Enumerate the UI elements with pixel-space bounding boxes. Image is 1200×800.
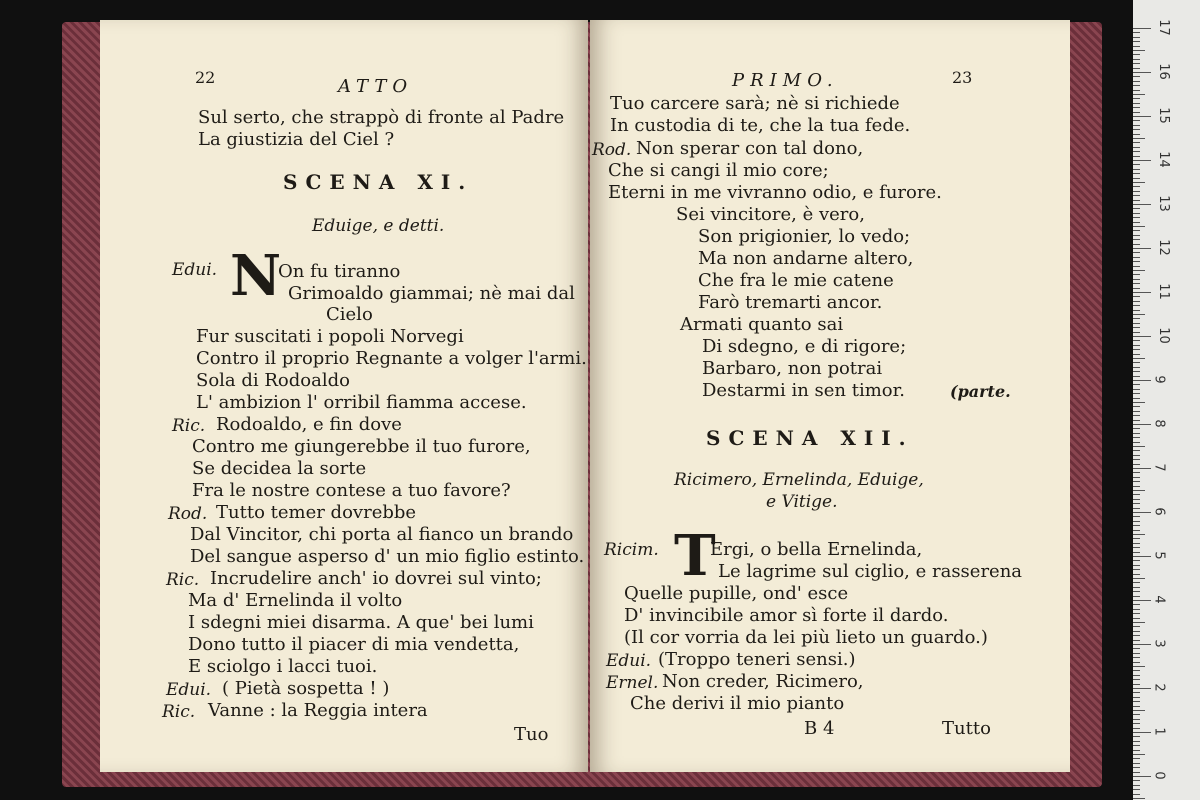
ruler-tick bbox=[1133, 794, 1140, 795]
ruler-tick bbox=[1133, 160, 1151, 161]
text-line: Son prigionier, lo vedo; bbox=[698, 226, 911, 247]
cast-list: Eduige, e detti. bbox=[312, 216, 445, 236]
speaker-name: Ric. bbox=[162, 702, 196, 722]
ruler-tick bbox=[1133, 125, 1140, 126]
ruler-tick bbox=[1133, 631, 1140, 632]
text-line: Rodoaldo, e fin dove bbox=[216, 414, 402, 435]
ruler-tick bbox=[1133, 785, 1140, 786]
ruler-number: 10 bbox=[1155, 327, 1171, 344]
ruler-tick bbox=[1133, 754, 1145, 755]
ruler-tick bbox=[1133, 81, 1140, 82]
ruler-tick bbox=[1133, 653, 1140, 654]
ruler-number: 15 bbox=[1155, 107, 1171, 124]
ruler-tick bbox=[1133, 622, 1145, 623]
text-line: Che si cangi il mio core; bbox=[608, 160, 829, 181]
ruler-tick bbox=[1133, 710, 1145, 711]
signature-mark: B 4 bbox=[804, 718, 835, 739]
ruler-tick bbox=[1133, 741, 1140, 742]
ruler-tick bbox=[1133, 200, 1140, 201]
text-line: Incrudelire anch' io dovrei sul vinto; bbox=[210, 568, 542, 589]
ruler-tick bbox=[1133, 719, 1140, 720]
ruler-number: 6 bbox=[1151, 507, 1167, 516]
ruler-tick bbox=[1133, 63, 1140, 64]
text-line: Che fra le mie catene bbox=[698, 270, 894, 291]
ruler-tick bbox=[1133, 191, 1140, 192]
ruler-tick bbox=[1133, 156, 1140, 157]
ruler-tick bbox=[1133, 657, 1140, 658]
catchword: Tutto bbox=[942, 718, 991, 739]
ruler-tick bbox=[1133, 508, 1140, 509]
ruler-tick bbox=[1133, 675, 1140, 676]
text-line: Se decidea la sorte bbox=[192, 458, 367, 479]
ruler-tick bbox=[1133, 415, 1140, 416]
ruler-tick bbox=[1133, 147, 1140, 148]
text-line: (Troppo teneri sensi.) bbox=[658, 649, 856, 670]
ruler-tick bbox=[1133, 380, 1151, 381]
ruler-tick bbox=[1133, 613, 1140, 614]
ruler-tick bbox=[1133, 367, 1140, 368]
ruler-tick bbox=[1133, 596, 1140, 597]
ruler-tick bbox=[1133, 98, 1140, 99]
ruler-tick bbox=[1133, 261, 1140, 262]
text-line: Vanne : la Reggia intera bbox=[208, 700, 428, 721]
ruler-number: 1 bbox=[1151, 727, 1167, 736]
text-line: Fra le nostre contese a tuo favore? bbox=[192, 480, 511, 501]
ruler-tick bbox=[1133, 662, 1140, 663]
ruler-tick bbox=[1133, 68, 1140, 69]
ruler-tick bbox=[1133, 50, 1145, 51]
ruler-tick bbox=[1133, 54, 1140, 55]
ruler-tick bbox=[1133, 72, 1151, 73]
ruler-tick bbox=[1133, 354, 1140, 355]
ruler-number: 5 bbox=[1151, 551, 1167, 560]
cast-list: e Vitige. bbox=[766, 492, 838, 512]
ruler-tick bbox=[1133, 666, 1145, 667]
ruler-tick bbox=[1133, 582, 1140, 583]
page-number: 23 bbox=[952, 68, 973, 87]
text-line: Ma d' Ernelinda il volto bbox=[188, 590, 403, 611]
ruler-tick bbox=[1133, 345, 1140, 346]
ruler-tick bbox=[1133, 776, 1151, 777]
ruler-number: 9 bbox=[1151, 375, 1167, 384]
ruler-number: 12 bbox=[1155, 239, 1171, 256]
ruler-tick bbox=[1133, 481, 1140, 482]
ruler-tick bbox=[1133, 389, 1140, 390]
ruler-tick bbox=[1133, 552, 1140, 553]
text-line: Eterni in me vivranno odio, e furore. bbox=[608, 182, 942, 203]
text-line: Non sperar con tal dono, bbox=[636, 138, 864, 159]
ruler-tick bbox=[1133, 569, 1140, 570]
ruler-tick bbox=[1133, 244, 1140, 245]
ruler-tick bbox=[1133, 767, 1140, 768]
speaker-name: Ric. bbox=[172, 416, 206, 436]
ruler-tick bbox=[1133, 411, 1140, 412]
ruler-number: 8 bbox=[1151, 419, 1167, 428]
ruler-tick bbox=[1133, 142, 1140, 143]
text-line: Quelle pupille, ond' esce bbox=[624, 583, 849, 604]
drop-cap: N bbox=[230, 243, 282, 309]
ruler-tick bbox=[1133, 279, 1140, 280]
speaker-name: Edui. bbox=[166, 680, 212, 700]
ruler-tick bbox=[1133, 587, 1140, 588]
text-line: Tuo carcere sarà; nè si richiede bbox=[610, 93, 900, 114]
ruler-number: 16 bbox=[1155, 63, 1171, 80]
ruler-tick bbox=[1133, 442, 1140, 443]
running-head: PRIMO. bbox=[732, 70, 839, 91]
ruler-tick bbox=[1133, 437, 1140, 438]
text-line: Sul serto, che strappò di fronte al Padre bbox=[198, 107, 565, 128]
ruler-tick bbox=[1133, 477, 1140, 478]
ruler-tick bbox=[1133, 195, 1140, 196]
text-line: Grimoaldo giammai; nè mai dal bbox=[288, 283, 575, 304]
speaker-name: Rod. bbox=[592, 140, 632, 160]
ruler-tick bbox=[1133, 314, 1145, 315]
ruler-tick bbox=[1133, 464, 1140, 465]
ruler-tick bbox=[1133, 728, 1140, 729]
ruler-tick bbox=[1133, 591, 1140, 592]
ruler-tick bbox=[1133, 323, 1140, 324]
ruler-tick bbox=[1133, 239, 1140, 240]
text-line: Di sdegno, e di rigore; bbox=[702, 336, 907, 357]
ruler-tick bbox=[1133, 600, 1151, 601]
ruler-tick bbox=[1133, 609, 1140, 610]
ruler-tick bbox=[1133, 640, 1140, 641]
ruler-tick bbox=[1133, 574, 1140, 575]
ruler-tick bbox=[1133, 164, 1140, 165]
text-line: Barbaro, non potrai bbox=[702, 358, 883, 379]
ruler-tick bbox=[1133, 292, 1151, 293]
text-line: Contro me giungerebbe il tuo furore, bbox=[192, 436, 531, 457]
text-line: On fu tiranno bbox=[278, 261, 401, 282]
ruler-tick bbox=[1133, 107, 1140, 108]
ruler-tick bbox=[1133, 701, 1140, 702]
ruler-tick bbox=[1133, 151, 1140, 152]
ruler-tick bbox=[1133, 266, 1140, 267]
text-line: Destarmi in sen timor. bbox=[702, 380, 905, 401]
ruler-tick bbox=[1133, 59, 1140, 60]
ruler-tick bbox=[1133, 138, 1145, 139]
text-line: Dal Vincitor, chi porta al fianco un brando bbox=[190, 524, 574, 545]
ruler-tick bbox=[1133, 76, 1140, 77]
text-line: Cielo bbox=[326, 304, 373, 325]
ruler-number: 2 bbox=[1151, 683, 1167, 692]
ruler-tick bbox=[1133, 226, 1145, 227]
ruler-tick bbox=[1133, 349, 1140, 350]
ruler-tick bbox=[1133, 116, 1151, 117]
speaker-name: Ric. bbox=[166, 570, 200, 590]
text-line: Sei vincitore, è vero, bbox=[676, 204, 865, 225]
text-line: D' invincibile amor sì forte il dardo. bbox=[624, 605, 949, 626]
ruler-tick bbox=[1133, 503, 1140, 504]
ruler-tick bbox=[1133, 336, 1151, 337]
ruler-tick bbox=[1133, 217, 1140, 218]
ruler-tick bbox=[1133, 178, 1140, 179]
ruler-tick bbox=[1133, 248, 1151, 249]
ruler-tick bbox=[1133, 450, 1140, 451]
ruler-tick bbox=[1133, 530, 1140, 531]
measuring-ruler bbox=[1133, 0, 1200, 800]
ruler-tick bbox=[1133, 204, 1151, 205]
ruler-number: 11 bbox=[1155, 283, 1171, 300]
ruler-tick bbox=[1133, 459, 1140, 460]
ruler-tick bbox=[1133, 538, 1140, 539]
ruler-tick bbox=[1133, 424, 1151, 425]
ruler-tick bbox=[1133, 604, 1140, 605]
ruler-tick bbox=[1133, 490, 1145, 491]
catchword: Tuo bbox=[514, 724, 549, 745]
ruler-tick bbox=[1133, 644, 1151, 645]
ruler-tick bbox=[1133, 173, 1140, 174]
ruler-tick bbox=[1133, 371, 1140, 372]
text-line: I sdegni miei disarma. A que' bei lumi bbox=[188, 612, 534, 633]
ruler-number: 13 bbox=[1155, 195, 1171, 212]
text-line: L' ambizion l' orribil fiamma accese. bbox=[196, 392, 527, 413]
ruler-tick bbox=[1133, 129, 1140, 130]
scene-title: SCENA XI. bbox=[283, 170, 474, 194]
ruler-tick bbox=[1133, 512, 1151, 513]
ruler-tick bbox=[1133, 525, 1140, 526]
ruler-tick bbox=[1133, 697, 1140, 698]
ruler-tick bbox=[1133, 547, 1140, 548]
ruler-tick bbox=[1133, 222, 1140, 223]
ruler-tick bbox=[1133, 763, 1140, 764]
ruler-tick bbox=[1133, 706, 1140, 707]
ruler-tick bbox=[1133, 103, 1140, 104]
ruler-tick bbox=[1133, 186, 1140, 187]
ruler-tick bbox=[1133, 736, 1140, 737]
ruler-tick bbox=[1133, 745, 1140, 746]
ruler-tick bbox=[1133, 310, 1140, 311]
ruler-tick bbox=[1133, 208, 1140, 209]
ruler-tick bbox=[1133, 85, 1140, 86]
ruler-tick bbox=[1133, 37, 1140, 38]
ruler-tick bbox=[1133, 798, 1145, 799]
ruler-tick bbox=[1133, 433, 1140, 434]
ruler-tick bbox=[1133, 626, 1140, 627]
ruler-tick bbox=[1133, 41, 1140, 42]
ruler-number: 0 bbox=[1151, 771, 1167, 780]
ruler-tick bbox=[1133, 723, 1140, 724]
ruler-tick bbox=[1133, 560, 1140, 561]
ruler-tick bbox=[1133, 296, 1140, 297]
ruler-tick bbox=[1133, 455, 1140, 456]
page-number: 22 bbox=[195, 68, 216, 87]
ruler-number: 14 bbox=[1155, 151, 1171, 168]
ruler-tick bbox=[1133, 384, 1140, 385]
text-line: (Il cor vorria da lei più lieto un guardo.) bbox=[624, 627, 988, 648]
ruler-number: 17 bbox=[1155, 19, 1171, 36]
ruler-tick bbox=[1133, 134, 1140, 135]
ruler-tick bbox=[1133, 112, 1140, 113]
right-page bbox=[590, 20, 1070, 772]
text-line: Non creder, Ricimero, bbox=[662, 671, 864, 692]
ruler-tick bbox=[1133, 486, 1140, 487]
text-line: Sola di Rodoaldo bbox=[196, 370, 350, 391]
ruler-number: 3 bbox=[1151, 639, 1167, 648]
text-line: E sciolgo i lacci tuoi. bbox=[188, 656, 378, 677]
ruler-tick bbox=[1133, 534, 1145, 535]
ruler-tick bbox=[1133, 28, 1151, 29]
text-line: Armati quanto sai bbox=[680, 314, 844, 335]
ruler-tick bbox=[1133, 494, 1140, 495]
ruler-tick bbox=[1133, 521, 1140, 522]
ruler-tick bbox=[1133, 789, 1140, 790]
running-head: ATTO bbox=[338, 76, 414, 97]
ruler-tick bbox=[1133, 758, 1140, 759]
ruler-tick bbox=[1133, 288, 1140, 289]
ruler-tick bbox=[1133, 714, 1140, 715]
ruler-tick bbox=[1133, 446, 1145, 447]
text-line: In custodia di te, che la tua fede. bbox=[610, 115, 911, 136]
stage-direction: (parte. bbox=[950, 382, 1011, 401]
ruler-tick bbox=[1133, 428, 1140, 429]
ruler-tick bbox=[1133, 750, 1140, 751]
ruler-tick bbox=[1133, 235, 1140, 236]
ruler-tick bbox=[1133, 472, 1140, 473]
speaker-name: Edui. bbox=[172, 260, 218, 280]
ruler-tick bbox=[1133, 376, 1140, 377]
ruler-number: 4 bbox=[1151, 595, 1167, 604]
ruler-tick bbox=[1133, 402, 1145, 403]
ruler-tick bbox=[1133, 120, 1140, 121]
text-line: Che derivi il mio pianto bbox=[630, 693, 845, 714]
text-line: Tutto temer dovrebbe bbox=[216, 502, 417, 523]
speaker-name: Ernel. bbox=[606, 673, 659, 693]
ruler-tick bbox=[1133, 670, 1140, 671]
text-line: ( Pietà sospetta ! ) bbox=[222, 678, 390, 699]
ruler-tick bbox=[1133, 182, 1145, 183]
ruler-tick bbox=[1133, 516, 1140, 517]
ruler-tick bbox=[1133, 90, 1140, 91]
ruler-tick bbox=[1133, 283, 1140, 284]
ruler-tick bbox=[1133, 32, 1140, 33]
ruler-tick bbox=[1133, 305, 1140, 306]
ruler-tick bbox=[1133, 468, 1151, 469]
ruler-tick bbox=[1133, 406, 1140, 407]
ruler-tick bbox=[1133, 732, 1151, 733]
ruler-tick bbox=[1133, 393, 1140, 394]
ruler-tick bbox=[1133, 543, 1140, 544]
ruler-tick bbox=[1133, 230, 1140, 231]
ruler-tick bbox=[1133, 648, 1140, 649]
ruler-tick bbox=[1133, 772, 1140, 773]
text-line: Fur suscitati i popoli Norvegi bbox=[196, 326, 464, 347]
ruler-tick bbox=[1133, 362, 1140, 363]
text-line: Del sangue asperso d' un mio figlio estinto. bbox=[190, 546, 585, 567]
ruler-tick bbox=[1133, 688, 1151, 689]
ruler-tick bbox=[1133, 46, 1140, 47]
ruler-tick bbox=[1133, 169, 1140, 170]
text-line: Ergi, o bella Ernelinda, bbox=[710, 539, 923, 560]
speaker-name: Ricim. bbox=[604, 540, 659, 560]
ruler-tick bbox=[1133, 301, 1140, 302]
left-page bbox=[100, 20, 588, 772]
ruler-tick bbox=[1133, 327, 1140, 328]
ruler-tick bbox=[1133, 332, 1140, 333]
ruler-tick bbox=[1133, 692, 1140, 693]
ruler-tick bbox=[1133, 578, 1145, 579]
text-line: Farò tremarti ancor. bbox=[698, 292, 883, 313]
text-line: Dono tutto il piacer di mia vendetta, bbox=[188, 634, 520, 655]
ruler-tick bbox=[1133, 318, 1140, 319]
ruler-tick bbox=[1133, 679, 1140, 680]
ruler-tick bbox=[1133, 684, 1140, 685]
ruler-tick bbox=[1133, 270, 1145, 271]
ruler-tick bbox=[1133, 420, 1140, 421]
speaker-name: Rod. bbox=[168, 504, 208, 524]
drop-cap: T bbox=[674, 523, 716, 589]
ruler-tick bbox=[1133, 499, 1140, 500]
text-line: La giustizia del Ciel ? bbox=[198, 129, 395, 150]
ruler-tick bbox=[1133, 398, 1140, 399]
text-line: Ma non andarne altero, bbox=[698, 248, 914, 269]
ruler-tick bbox=[1133, 618, 1140, 619]
speaker-name: Edui. bbox=[606, 651, 652, 671]
cast-list: Ricimero, Ernelinda, Eduige, bbox=[674, 470, 924, 490]
ruler-tick bbox=[1133, 94, 1145, 95]
ruler-tick bbox=[1133, 252, 1140, 253]
ruler-tick bbox=[1133, 780, 1140, 781]
ruler-tick bbox=[1133, 358, 1145, 359]
ruler-tick bbox=[1133, 257, 1140, 258]
text-line: Contro il proprio Regnante a volger l'armi. bbox=[196, 348, 587, 369]
scene-title: SCENA XII. bbox=[706, 426, 914, 450]
text-line: Le lagrime sul ciglio, e rasserena bbox=[718, 561, 1023, 582]
ruler-tick bbox=[1133, 565, 1140, 566]
ruler-number: 7 bbox=[1151, 463, 1167, 472]
ruler-tick bbox=[1133, 635, 1140, 636]
ruler-tick bbox=[1133, 556, 1151, 557]
ruler-tick bbox=[1133, 274, 1140, 275]
ruler-tick bbox=[1133, 340, 1140, 341]
ruler-tick bbox=[1133, 213, 1140, 214]
